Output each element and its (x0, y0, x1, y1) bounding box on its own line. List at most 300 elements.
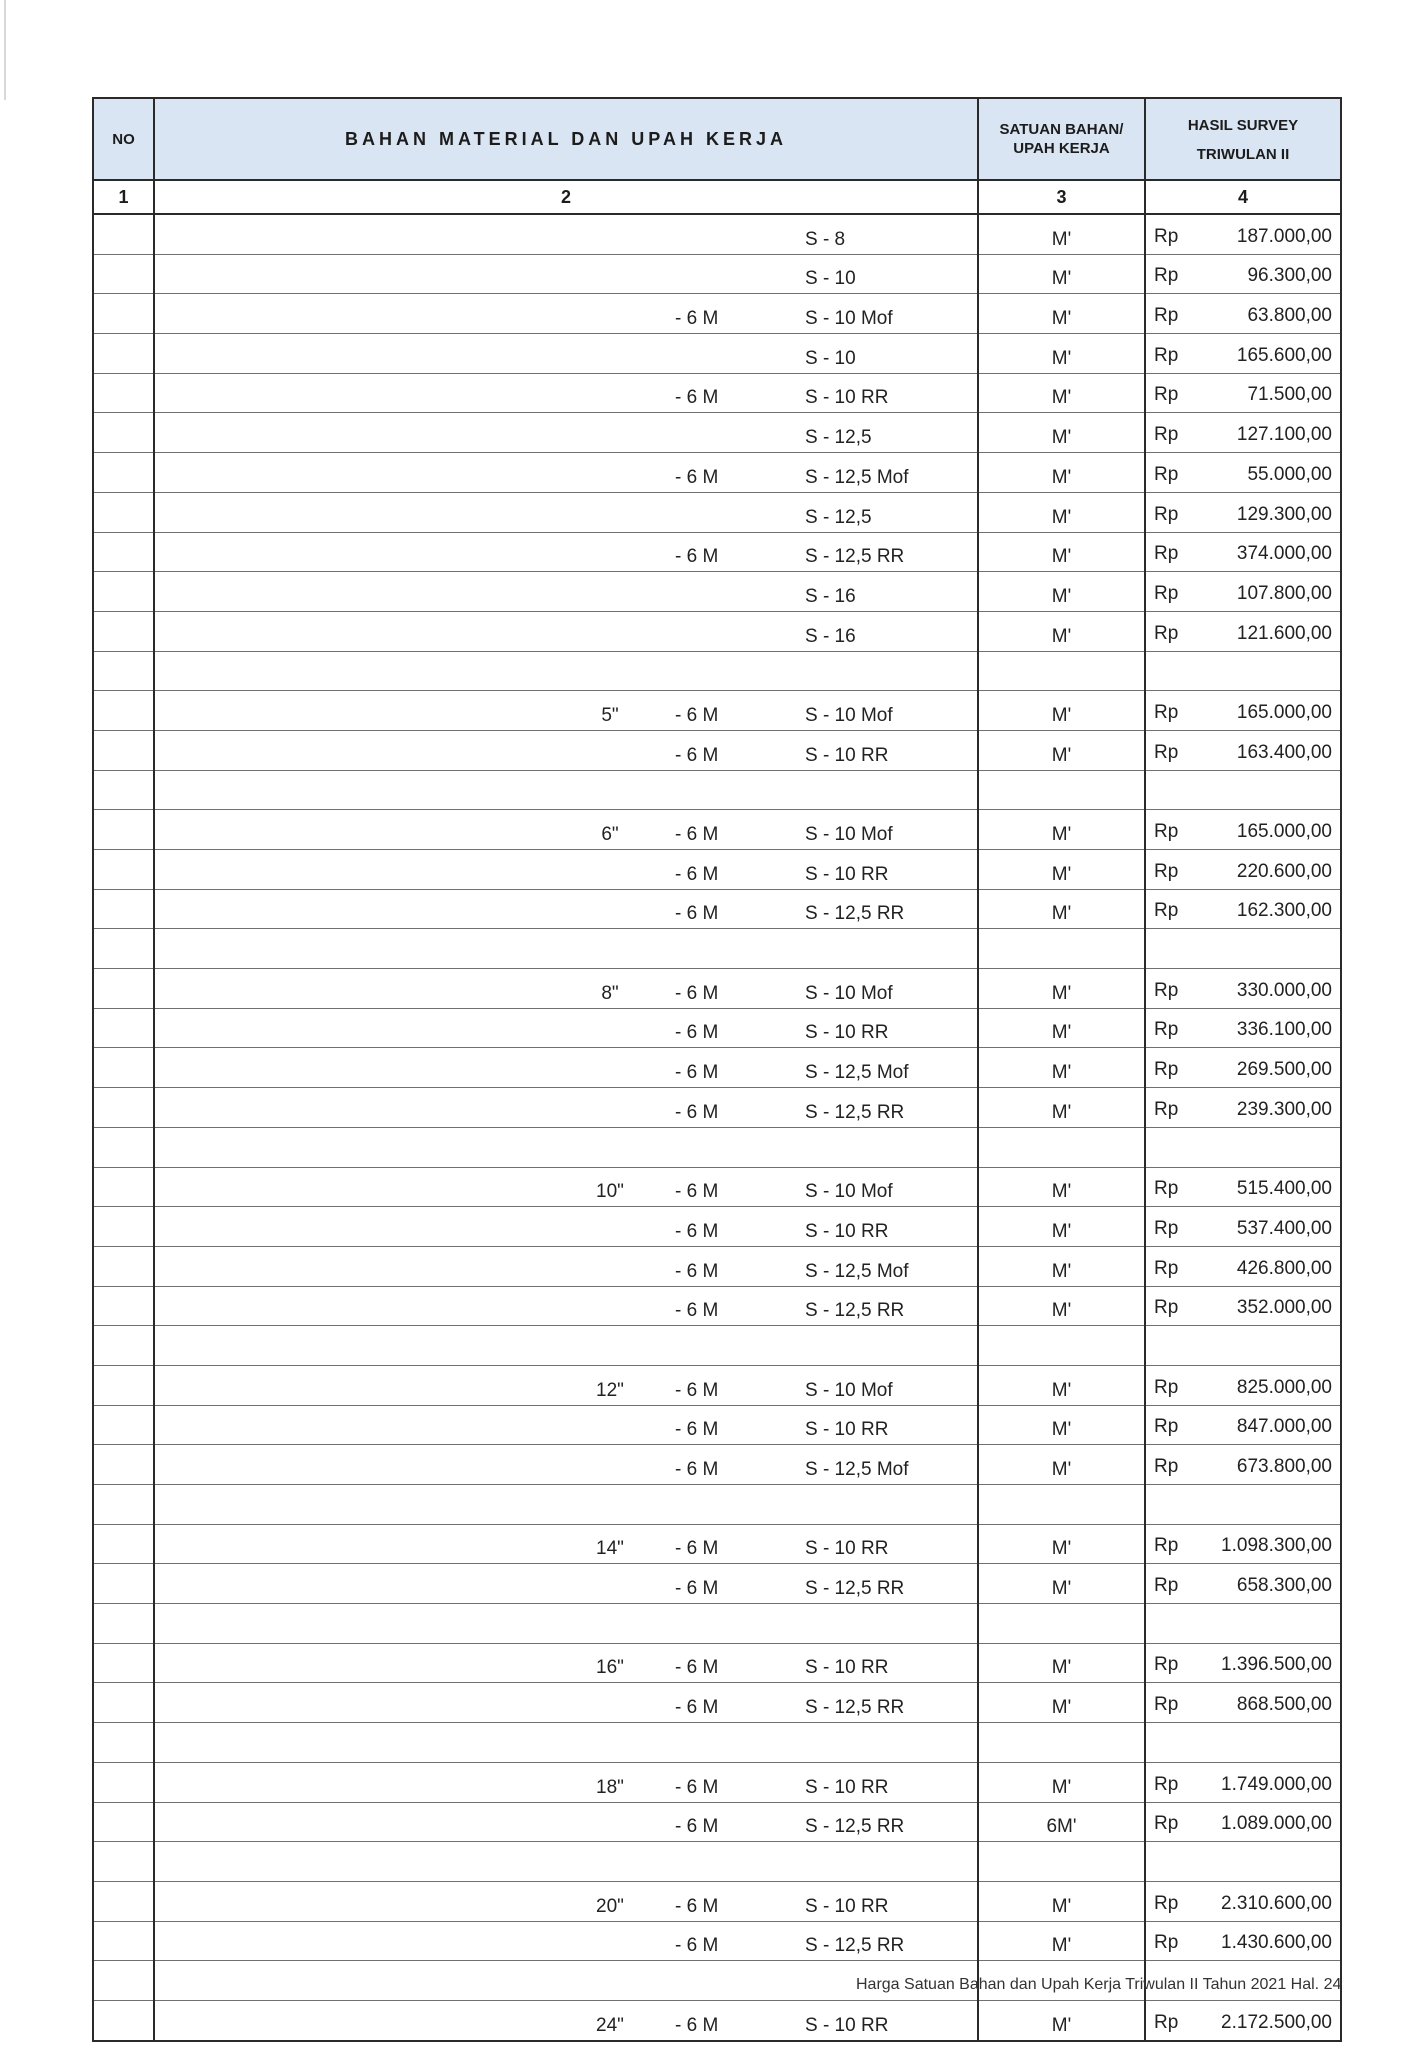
price-cell (1145, 889, 1341, 929)
table-row (93, 850, 1341, 890)
unit-cell: M' (978, 294, 1145, 334)
header-title: BAHAN MATERIAL DAN UPAH KERJA (154, 98, 978, 180)
unit-cell: M' (978, 1683, 1145, 1723)
currency-label: Rp (1154, 1098, 1179, 1120)
price-value: 63.800,00 (1247, 305, 1332, 327)
pipe-size: 6" (601, 824, 619, 845)
unit-cell: M' (978, 334, 1145, 374)
pipe-size: 12" (596, 1379, 624, 1401)
currency-label: Rp (1154, 384, 1179, 406)
pipe-length: - 6 M (675, 824, 719, 845)
row-desc-cell (154, 1683, 978, 1723)
price-cell (1145, 1643, 1341, 1683)
row-no-cell (93, 1167, 154, 1207)
pipe-length: - 6 M (675, 1220, 719, 1242)
price-value: 2.172.500,00 (1221, 2011, 1332, 2033)
row-no-cell (93, 1405, 154, 1445)
row-no-cell (93, 1802, 154, 1842)
row-no-cell (93, 1524, 154, 1564)
unit-cell: M' (978, 1643, 1145, 1683)
row-desc-cell (154, 294, 978, 334)
price-cell (1145, 532, 1341, 572)
pipe-spec: S - 12,5 RR (805, 903, 905, 925)
pipe-length: - 6 M (675, 1419, 719, 1441)
price-value: 336.100,00 (1236, 1019, 1332, 1041)
currency-label: Rp (1154, 1535, 1179, 1557)
price-cell (1145, 810, 1341, 850)
row-desc-cell (154, 1723, 978, 1763)
pipe-length: - 6 M (675, 1459, 719, 1480)
price-cell (1145, 373, 1341, 413)
price-cell (1145, 1286, 1341, 1326)
pipe-spec: S - 10 RR (805, 744, 889, 766)
currency-label: Rp (1154, 1059, 1179, 1081)
price-cell (1145, 254, 1341, 294)
row-no-cell (93, 1604, 154, 1644)
pipe-length: - 6 M (675, 1062, 719, 1084)
price-value: 426.800,00 (1236, 1257, 1332, 1279)
currency-label: Rp (1154, 900, 1179, 922)
pipe-size: 8" (601, 982, 619, 1004)
currency-label: Rp (1154, 2011, 1179, 2033)
header-unit (978, 98, 1145, 180)
row-no-cell (93, 1921, 154, 1961)
pipe-length: - 6 M (675, 1657, 719, 1679)
currency-label: Rp (1154, 344, 1179, 366)
pipe-spec: S - 10 RR (805, 1538, 889, 1560)
pipe-spec: S - 12,5 Mof (805, 1459, 909, 1480)
column-number-1: 1 (93, 180, 154, 214)
unit-cell: M' (978, 1167, 1145, 1207)
price-value: 129.300,00 (1236, 503, 1332, 525)
row-no-cell (93, 651, 154, 691)
pipe-length: - 6 M (675, 1935, 719, 1957)
price-value: 121.600,00 (1236, 622, 1332, 644)
row-desc-cell (154, 1048, 978, 1088)
row-no-cell (93, 770, 154, 810)
pipe-spec: S - 10 Mof (805, 982, 893, 1004)
unit-cell: M' (978, 889, 1145, 929)
pipe-length: - 6 M (675, 704, 719, 726)
unit-cell: M' (978, 1921, 1145, 1961)
currency-label: Rp (1154, 979, 1179, 1001)
pipe-spec: S - 12,5 RR (805, 1697, 905, 1719)
row-desc-cell (154, 1921, 978, 1961)
price-value: 220.600,00 (1236, 860, 1332, 882)
pipe-spec: S - 12,5 RR (805, 546, 905, 568)
price-cell (1145, 730, 1341, 770)
header-no: NO (93, 98, 154, 180)
row-no-cell (93, 1643, 154, 1683)
price-value: 1.430.600,00 (1221, 1932, 1332, 1954)
unit-cell: M' (978, 1365, 1145, 1405)
price-cell (1145, 492, 1341, 532)
pipe-size: 10" (596, 1181, 624, 1203)
row-no-cell (93, 532, 154, 572)
row-desc-cell (154, 691, 978, 731)
unit-cell: M' (978, 730, 1145, 770)
row-no-cell (93, 850, 154, 890)
price-cell (1145, 611, 1341, 651)
pipe-length: - 6 M (675, 1101, 719, 1123)
row-desc-cell (154, 730, 978, 770)
price-cell (1145, 1762, 1341, 1802)
table-row (93, 810, 1341, 850)
row-no-cell (93, 810, 154, 850)
table-row (93, 889, 1341, 929)
pipe-spec: S - 10 RR (805, 1776, 889, 1798)
pipe-length: - 6 M (675, 744, 719, 766)
price-value: 1.098.300,00 (1221, 1535, 1332, 1557)
pipe-spec: S - 10 RR (805, 2014, 889, 2036)
table-row (93, 1246, 1341, 1286)
row-no-cell (93, 2000, 154, 2040)
row-desc-cell (154, 1167, 978, 1207)
pipe-spec: S - 12,5 Mof (805, 1062, 909, 1084)
currency-label: Rp (1154, 1932, 1179, 1954)
row-desc-cell (154, 1127, 978, 1167)
currency-label: Rp (1154, 821, 1179, 842)
pipe-spec: S - 10 RR (805, 387, 889, 409)
row-no-cell (93, 1088, 154, 1128)
row-desc-cell (154, 453, 978, 493)
price-value: 330.000,00 (1236, 979, 1332, 1001)
row-desc-cell (154, 1485, 978, 1525)
price-cell (1145, 969, 1341, 1009)
table-row (93, 492, 1341, 532)
row-desc-cell (154, 611, 978, 651)
price-value: 127.100,00 (1236, 424, 1332, 446)
pipe-length: - 6 M (675, 308, 719, 330)
currency-label: Rp (1154, 1376, 1179, 1398)
header-price-line1: HASIL SURVEY (1187, 117, 1299, 134)
table-row (93, 1286, 1341, 1326)
unit-cell: M' (978, 214, 1145, 254)
pipe-size: 24" (596, 2014, 624, 2036)
price-value: 515.400,00 (1236, 1178, 1332, 1200)
pipe-size: 20" (596, 1895, 624, 1917)
unit-cell: M' (978, 691, 1145, 731)
pipe-spec: S - 10 (805, 347, 856, 369)
price-cell (1145, 334, 1341, 374)
price-cell (1145, 1365, 1341, 1405)
price-value: 825.000,00 (1236, 1376, 1332, 1398)
price-cell (1145, 929, 1341, 969)
price-cell (1145, 1564, 1341, 1604)
row-desc-cell (154, 1445, 978, 1485)
row-desc-cell (154, 492, 978, 532)
row-no-cell (93, 1762, 154, 1802)
row-no-cell (93, 969, 154, 1009)
pipe-spec: S - 10 RR (805, 1657, 889, 1679)
currency-label: Rp (1154, 305, 1179, 327)
table-row (93, 1207, 1341, 1247)
price-cell (1145, 294, 1341, 334)
currency-label: Rp (1154, 1892, 1179, 1914)
price-value: 239.300,00 (1236, 1098, 1332, 1120)
currency-label: Rp (1154, 225, 1179, 247)
unit-cell (978, 651, 1145, 691)
row-no-cell (93, 611, 154, 651)
price-cell (1145, 1524, 1341, 1564)
table-row (93, 969, 1341, 1009)
table-row (93, 453, 1341, 493)
unit-cell (978, 1723, 1145, 1763)
price-cell (1145, 1088, 1341, 1128)
price-value: 107.800,00 (1236, 582, 1332, 604)
price-value: 2.310.600,00 (1221, 1892, 1332, 1914)
pipe-spec: S - 10 Mof (805, 1379, 893, 1401)
price-cell (1145, 1326, 1341, 1366)
header-price-line2: TRIWULAN II (1196, 146, 1290, 163)
unit-cell: M' (978, 1445, 1145, 1485)
currency-label: Rp (1154, 1297, 1179, 1319)
currency-label: Rp (1154, 1813, 1179, 1835)
currency-label: Rp (1154, 622, 1179, 644)
header-unit-line2: UPAH KERJA (1013, 140, 1110, 157)
unit-cell (978, 929, 1145, 969)
table-row (93, 730, 1341, 770)
table-row (93, 373, 1341, 413)
pipe-spec: S - 16 (805, 585, 856, 607)
table-row (93, 1445, 1341, 1485)
pipe-spec: S - 10 Mof (805, 704, 893, 726)
table-row (93, 294, 1341, 334)
row-desc-cell (154, 1286, 978, 1326)
price-cell (1145, 1405, 1341, 1445)
table-row (93, 611, 1341, 651)
row-no-cell (93, 889, 154, 929)
unit-cell: M' (978, 492, 1145, 532)
pipe-spec: S - 12,5 RR (805, 1300, 905, 1322)
row-no-cell (93, 1485, 154, 1525)
currency-label: Rp (1154, 1178, 1179, 1200)
pipe-length: - 6 M (675, 982, 719, 1004)
row-no-cell (93, 1723, 154, 1763)
price-cell (1145, 1881, 1341, 1921)
table-row (93, 532, 1341, 572)
unit-cell: M' (978, 810, 1145, 850)
table-row (93, 1604, 1341, 1644)
price-cell (1145, 1207, 1341, 1247)
price-value: 352.000,00 (1236, 1297, 1332, 1319)
pipe-length: - 6 M (675, 1260, 719, 1282)
pipe-length: - 6 M (675, 1300, 719, 1322)
pipe-spec: S - 10 Mof (805, 308, 893, 330)
pipe-spec: S - 10 Mof (805, 1181, 893, 1203)
price-cell (1145, 453, 1341, 493)
table-row (93, 1842, 1341, 1882)
pipe-spec: S - 8 (805, 228, 846, 250)
price-value: 1.089.000,00 (1221, 1813, 1332, 1835)
unit-cell: M' (978, 1286, 1145, 1326)
row-no-cell (93, 254, 154, 294)
row-desc-cell (154, 929, 978, 969)
row-no-cell (93, 1365, 154, 1405)
price-cell (1145, 1008, 1341, 1048)
unit-cell (978, 1127, 1145, 1167)
row-no-cell (93, 1127, 154, 1167)
row-desc-cell (154, 1842, 978, 1882)
unit-cell (978, 1485, 1145, 1525)
price-value: 162.300,00 (1236, 900, 1332, 922)
pipe-spec: S - 10 RR (805, 1419, 889, 1441)
price-cell (1145, 1683, 1341, 1723)
price-cell (1145, 1485, 1341, 1525)
row-desc-cell (154, 1326, 978, 1366)
row-desc-cell (154, 1008, 978, 1048)
table-row (93, 254, 1341, 294)
pipe-length: - 6 M (675, 546, 719, 568)
currency-label: Rp (1154, 1019, 1179, 1041)
row-desc-cell (154, 1365, 978, 1405)
currency-label: Rp (1154, 1416, 1179, 1438)
row-desc-cell (154, 1405, 978, 1445)
price-cell (1145, 1723, 1341, 1763)
row-no-cell (93, 1207, 154, 1247)
row-desc-cell (154, 254, 978, 294)
table-row (93, 1048, 1341, 1088)
row-desc-cell (154, 1961, 978, 2001)
row-desc-cell (154, 373, 978, 413)
unit-cell (978, 1842, 1145, 1882)
row-no-cell (93, 572, 154, 612)
unit-cell: M' (978, 373, 1145, 413)
row-desc-cell (154, 1207, 978, 1247)
unit-cell: M' (978, 1762, 1145, 1802)
price-cell (1145, 1604, 1341, 1644)
unit-cell: M' (978, 1088, 1145, 1128)
row-desc-cell (154, 1246, 978, 1286)
price-value: 55.000,00 (1247, 463, 1332, 485)
table-row (93, 2000, 1341, 2040)
price-value: 374.000,00 (1236, 543, 1332, 565)
table-row (93, 1881, 1341, 1921)
table-row (93, 651, 1341, 691)
price-value: 163.400,00 (1236, 741, 1332, 763)
row-desc-cell (154, 1643, 978, 1683)
row-no-cell (93, 1286, 154, 1326)
price-cell (1145, 691, 1341, 731)
row-desc-cell (154, 2000, 978, 2040)
unit-cell: M' (978, 1524, 1145, 1564)
price-value: 868.500,00 (1236, 1694, 1332, 1716)
row-desc-cell (154, 850, 978, 890)
pipe-length: - 6 M (675, 1022, 719, 1044)
row-desc-cell (154, 532, 978, 572)
table-row (93, 1921, 1341, 1961)
pipe-spec: S - 10 (805, 268, 856, 290)
table-row (93, 413, 1341, 453)
pipe-spec: S - 12,5 RR (805, 1101, 905, 1123)
price-value: 165.600,00 (1236, 344, 1332, 366)
price-value: 269.500,00 (1236, 1059, 1332, 1081)
row-no-cell (93, 1445, 154, 1485)
price-value: 165.000,00 (1236, 701, 1332, 723)
table-body (93, 214, 1341, 2041)
currency-label: Rp (1154, 1575, 1179, 1597)
price-value: 847.000,00 (1236, 1416, 1332, 1438)
unit-cell: M' (978, 1048, 1145, 1088)
unit-cell: M' (978, 1008, 1145, 1048)
table-row (93, 1723, 1341, 1763)
row-no-cell (93, 1961, 154, 2001)
row-desc-cell (154, 572, 978, 612)
pipe-length: - 6 M (675, 1538, 719, 1560)
row-desc-cell (154, 334, 978, 374)
price-cell (1145, 770, 1341, 810)
currency-label: Rp (1154, 265, 1179, 287)
pipe-size: 18" (596, 1776, 624, 1798)
price-value: 537.400,00 (1236, 1217, 1332, 1239)
row-no-cell (93, 1326, 154, 1366)
unit-cell: M' (978, 254, 1145, 294)
row-no-cell (93, 1564, 154, 1604)
price-cell (1145, 413, 1341, 453)
table-row (93, 1643, 1341, 1683)
price-value: 673.800,00 (1236, 1456, 1332, 1477)
pipe-spec: S - 10 RR (805, 1022, 889, 1044)
unit-cell: M' (978, 1881, 1145, 1921)
price-cell (1145, 1842, 1341, 1882)
pipe-length: - 6 M (675, 1776, 719, 1798)
pipe-spec: S - 12,5 Mof (805, 466, 909, 488)
price-value: 71.500,00 (1247, 384, 1332, 406)
price-cell (1145, 2000, 1341, 2040)
currency-label: Rp (1154, 701, 1179, 723)
row-no-cell (93, 1048, 154, 1088)
table-row (93, 1326, 1341, 1366)
pipe-spec: S - 12,5 Mof (805, 1260, 909, 1282)
pipe-spec: S - 12,5 (805, 506, 872, 528)
price-cell (1145, 651, 1341, 691)
pipe-length: - 6 M (675, 466, 719, 488)
row-no-cell (93, 214, 154, 254)
row-desc-cell (154, 1088, 978, 1128)
table-row (93, 691, 1341, 731)
row-desc-cell (154, 214, 978, 254)
column-number-3: 3 (978, 180, 1145, 214)
row-no-cell (93, 1842, 154, 1882)
currency-label: Rp (1154, 1456, 1179, 1477)
table-row (93, 1564, 1341, 1604)
table-row (93, 1167, 1341, 1207)
price-cell (1145, 1921, 1341, 1961)
price-cell (1145, 850, 1341, 890)
currency-label: Rp (1154, 1773, 1179, 1795)
price-value: 187.000,00 (1236, 225, 1332, 247)
pipe-spec: S - 16 (805, 625, 856, 647)
row-no-cell (93, 413, 154, 453)
row-no-cell (93, 1246, 154, 1286)
pipe-size: 14" (596, 1538, 624, 1560)
price-cell (1145, 1802, 1341, 1842)
table-row (93, 1008, 1341, 1048)
table-row (93, 572, 1341, 612)
pipe-length: - 6 M (675, 903, 719, 925)
row-desc-cell (154, 1881, 978, 1921)
row-desc-cell (154, 770, 978, 810)
unit-cell: M' (978, 611, 1145, 651)
pipe-length: - 6 M (675, 863, 719, 885)
row-no-cell (93, 691, 154, 731)
table-row (93, 1762, 1341, 1802)
unit-cell (978, 1326, 1145, 1366)
currency-label: Rp (1154, 463, 1179, 485)
table-row (93, 1524, 1341, 1564)
row-desc-cell (154, 413, 978, 453)
table-row (93, 1405, 1341, 1445)
